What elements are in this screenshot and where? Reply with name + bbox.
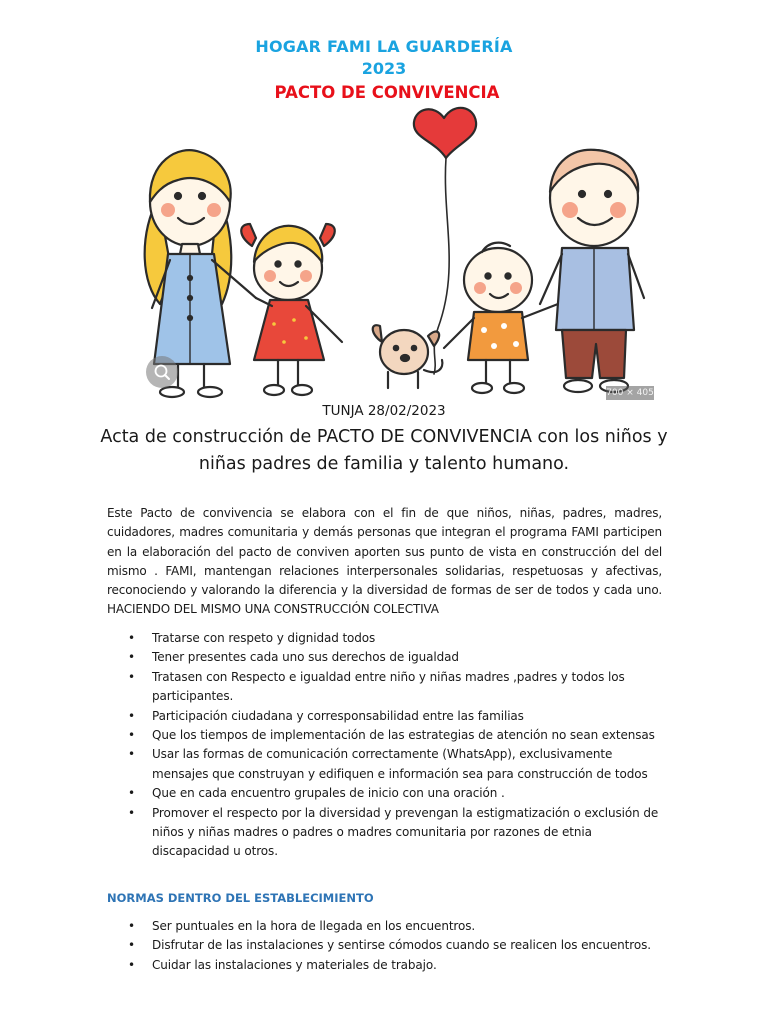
list-item [107, 629, 667, 648]
father-figure-icon [540, 150, 644, 392]
list-item-text: Tratarse con respeto y dignidad todos [152, 631, 376, 645]
page-year: 2023 [361, 59, 407, 78]
document-header [0, 36, 768, 106]
acta-heading-line1: Acta de construcción de PACTO DE CONVIVENCIA con los niños y [100, 427, 668, 447]
bullet-icon: • [128, 957, 135, 972]
document-date: TUNJA 28/02/2023 [322, 403, 446, 419]
bullet-icon: • [128, 728, 135, 743]
normas-heading: NORMAS DENTRO DEL ESTABLECIMIENTO [107, 891, 374, 905]
image-size-badge: 700 × 405 [606, 388, 654, 398]
list-item-text: Tratasen con Respecto e igualdad entre niño y niñas madres ,padres y todos los participantes. [152, 669, 625, 704]
page-title: HOGAR FAMI LA GUARDERÍA [255, 37, 513, 56]
list-item [107, 784, 667, 803]
dog-figure-icon [373, 325, 443, 388]
list-item-text: Que los tiempos de implementación de las estrategias de atención no sean extensas [152, 728, 655, 743]
bullet-icon: • [128, 650, 135, 665]
list-item [107, 917, 667, 936]
list-item [107, 804, 667, 862]
list-item-text: Que en cada encuentro grupales de inicio con una oración . [152, 786, 505, 801]
bullet-icon: • [128, 919, 135, 933]
list-item-text: Usar las formas de comunicación correctamente (WhatsApp), exclusivamente mensajes que construyan y edifiquen e información sea para construcción de todos [152, 747, 648, 781]
list-item [107, 726, 667, 745]
list-item-text: Participación ciudadana y corresponsabilidad entre las familias [152, 708, 524, 723]
pact-list [107, 629, 667, 862]
zoom-button[interactable] [146, 356, 178, 388]
list-item [107, 648, 667, 667]
list-item [107, 707, 667, 726]
list-item-text: Ser puntuales en la hora de llegada en los encuentros. [152, 919, 476, 933]
intro-paragraph: Este Pacto de convivencia se elabora con el fin de que niños, niñas, padres, madres, cuidadores, madres comunitaria y demás personas que integran el programa FAMI participen en la elaboración del pacto de conviven aporten sus punto de vista en construcción del del mismo . FAMI, mantengan relaciones interpersonales solidarias, respetuosas y afectivas, reconociendo y valorando la diferencia y la diversidad de formas de ser de todos y cada uno. HACIENDO DEL MISMO UNA CONSTRUCCIÓN COLECTIVA [107, 506, 662, 617]
bullet-icon: • [128, 938, 135, 953]
page-subtitle: PACTO DE CONVIVENCIA [274, 83, 500, 102]
bullet-icon: • [128, 708, 135, 723]
list-item-text: Cuidar las instalaciones y materiales de trabajo. [152, 957, 437, 972]
list-item-text: Disfrutar de las instalaciones y sentirse cómodos cuando se realicen los encuentros. [152, 938, 651, 953]
normas-list [107, 917, 667, 975]
bullet-icon: • [128, 631, 135, 645]
bullet-icon: • [128, 805, 135, 820]
list-item [107, 956, 667, 975]
family-illustration [138, 98, 654, 402]
zoom-icon [153, 363, 171, 381]
bullet-icon: • [128, 786, 135, 801]
list-item [107, 668, 667, 707]
heart-balloon-icon [414, 108, 476, 374]
girl-figure-icon [241, 224, 342, 395]
list-item-text: Promover el respecto por la diversidad y prevengan la estigmatización o exclusión de niños y niñas madres o padres o madres comunitaria por razones de etnia discapacidad u otros. [152, 805, 659, 859]
list-item [107, 745, 667, 784]
baby-figure-icon [444, 243, 558, 393]
list-item [107, 936, 667, 955]
bullet-icon: • [128, 747, 135, 762]
list-item-text: Tener presentes cada uno sus derechos de igualdad [152, 650, 459, 665]
acta-heading [96, 424, 672, 478]
acta-heading-line2: niñas padres de familia y talento humano. [198, 454, 570, 474]
bullet-icon: • [128, 669, 135, 684]
